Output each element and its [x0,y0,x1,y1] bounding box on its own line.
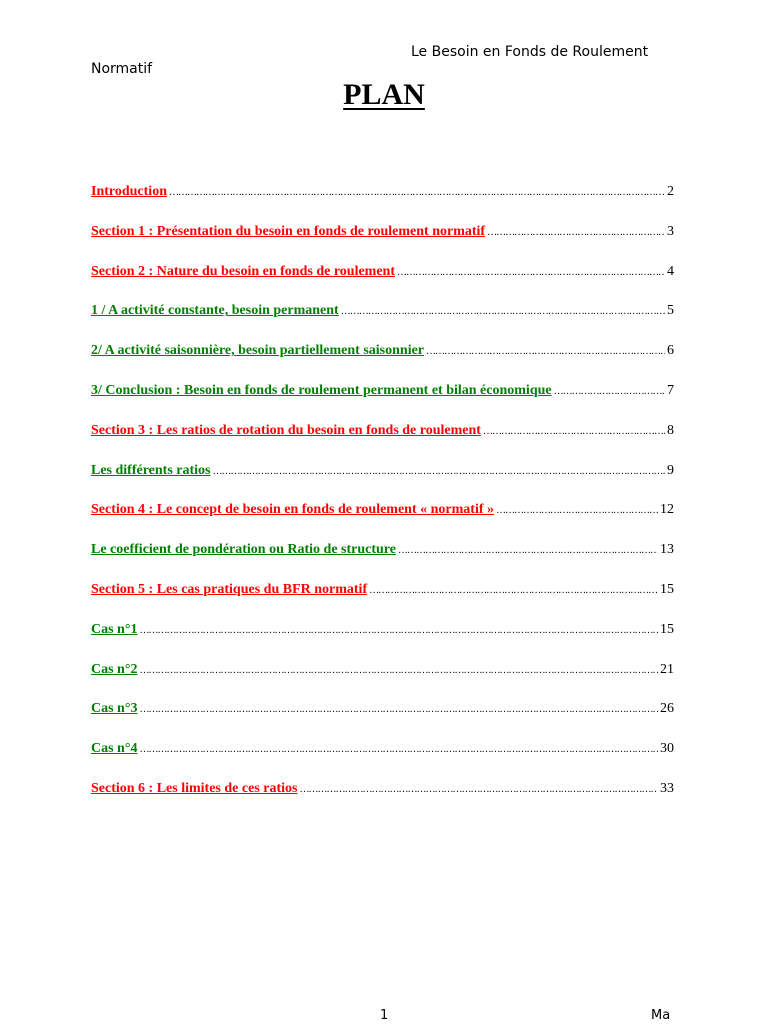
toc-entry[interactable] [91,622,674,662]
toc-entry-label[interactable]: Section 4 : Le concept de besoin en fonds de roulement « normatif » [91,502,494,518]
toc-entry-label[interactable]: Section 3 : Les ratios de rotation du besoin en fonds de roulement [91,422,481,438]
toc-entry[interactable] [91,781,674,821]
toc-dot-leader [426,346,665,357]
toc-entry-label[interactable]: Cas n°1 [91,621,138,637]
toc-page-number: 7 [667,382,674,398]
footer-text: Ma [651,1008,671,1023]
toc-dot-leader [487,227,665,238]
toc-page-number: 33 [660,780,674,796]
toc-page-number: 3 [667,223,674,239]
toc-dot-leader [369,585,658,596]
toc-dot-leader [496,505,658,516]
page-title: PLAN [343,78,425,111]
toc-entry[interactable] [91,303,674,343]
toc-entry[interactable] [91,701,674,741]
toc-entry[interactable] [91,662,674,702]
table-of-contents [91,184,674,821]
toc-dot-leader [139,744,658,755]
toc-dot-leader [139,704,658,715]
toc-page-number: 30 [660,741,674,757]
toc-entry-label[interactable]: 1 / A activité constante, besoin permanent [91,303,339,319]
toc-page-number: 2 [667,184,674,199]
toc-entry[interactable] [91,741,674,781]
running-header: Le Besoin en Fonds de Roulement [411,44,649,60]
toc-page-number: 5 [667,303,674,319]
toc-page-number: 21 [660,661,674,677]
page-number: 1 [380,1008,389,1023]
toc-entry-label[interactable]: Cas n°3 [91,701,138,717]
toc-dot-leader [169,187,665,198]
toc-entry-label[interactable]: Section 2 : Nature du besoin en fonds de roulement [91,263,396,279]
toc-entry[interactable] [91,343,674,383]
toc-entry-label[interactable]: Le coefficient de pondération ou Ratio de structure [91,542,396,558]
toc-page-number: 15 [660,621,674,637]
toc-entry[interactable] [91,383,674,423]
toc-dot-leader [554,386,665,397]
toc-entry[interactable] [91,502,674,542]
toc-page-number: 15 [660,581,674,597]
toc-dot-leader [299,784,658,795]
toc-entry[interactable] [91,542,674,582]
running-header-continuation: Normatif [91,61,153,77]
toc-entry[interactable] [91,463,674,503]
toc-dot-leader [139,625,658,636]
toc-entry-label[interactable]: 3/ Conclusion : Besoin en fonds de roulement permanent et bilan économique [91,382,552,398]
toc-dot-leader [139,665,658,676]
toc-dot-leader [398,545,658,556]
toc-entry[interactable] [91,582,674,622]
toc-page-number: 8 [667,422,674,438]
toc-entry[interactable] [91,224,674,264]
toc-dot-leader [397,267,665,278]
toc-entry-label[interactable]: Section 6 : Les limites de ces ratios [91,780,298,796]
toc-page-number: 4 [667,263,674,279]
toc-entry-label[interactable]: Introduction [91,184,167,199]
toc-entry-label[interactable]: Cas n°2 [91,661,138,677]
toc-entry[interactable] [91,184,674,224]
toc-entry-label[interactable]: Section 5 : Les cas pratiques du BFR normatif [91,581,368,597]
toc-page-number: 13 [660,542,674,558]
toc-page-number: 12 [660,502,674,518]
toc-entry-label[interactable]: 2/ A activité saisonnière, besoin partiellement saisonnier [91,343,425,359]
toc-entry[interactable] [91,264,674,304]
toc-entry[interactable] [91,423,674,463]
toc-dot-leader [483,426,665,437]
toc-dot-leader [341,306,665,317]
toc-page-number: 9 [667,462,674,478]
toc-entry-label[interactable]: Cas n°4 [91,741,138,757]
toc-entry-label[interactable]: Les différents ratios [91,462,211,478]
toc-page-number: 6 [667,343,674,359]
toc-dot-leader [213,466,666,477]
toc-entry-label[interactable]: Section 1 : Présentation du besoin en fonds de roulement normatif [91,223,486,239]
toc-page-number: 26 [660,701,674,717]
